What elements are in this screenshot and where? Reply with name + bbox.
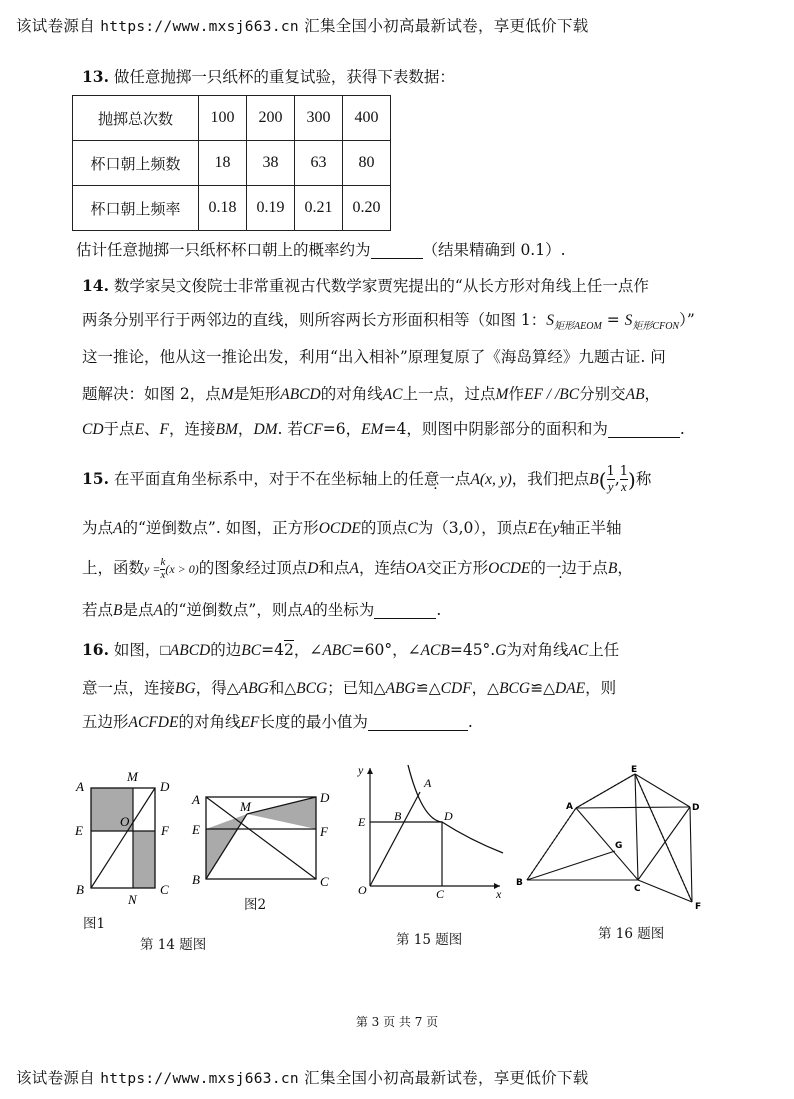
svg-text:B: B xyxy=(394,809,402,823)
source-link[interactable]: https://www.mxsj663.cn xyxy=(100,19,299,35)
figure-14-2 xyxy=(188,786,338,896)
svg-text:F: F xyxy=(695,902,702,912)
svg-text:F: F xyxy=(320,824,328,839)
svg-text:A: A xyxy=(192,792,200,807)
q15-line-2: 为点A的“逆倒数点”. 如图，正方形OCDE的顶点C为（3,0），顶点E在y轴正半轴 xyxy=(82,519,622,537)
svg-text:B: B xyxy=(76,882,84,897)
svg-text:D: D xyxy=(692,803,700,813)
svg-text:D: D xyxy=(160,779,170,794)
svg-text:E: E xyxy=(358,815,366,829)
q14-line-3: 这一推论，他从这一推论出发，利用“出入相补”原理复原了《海岛算经》九题古证. 问 xyxy=(82,348,666,366)
figure-16 xyxy=(514,764,714,914)
svg-text:F: F xyxy=(161,823,169,838)
q16-line-2: 意一点，连接BG，得△ABG和△BCG；已知△ABG≌△CDF，△BCG≌△DAE，则 xyxy=(82,679,617,697)
answer-blank[interactable] xyxy=(371,244,423,259)
page-number: 第 3 页 共 7 页 xyxy=(355,1015,439,1029)
q14-line-1: 14. 数学家吴文俊院士非常重视古代数学家贾宪提出的“从长方形对角线上任一点作 xyxy=(82,276,649,295)
svg-text:C: C xyxy=(436,887,445,900)
svg-text:G: G xyxy=(615,841,623,851)
q14-line-2: 两条分别平行于两邻边的直线，则所容两长方形面积相等（如图 1：$S_{矩形AEOM} = S_{矩形CFON}$）” xyxy=(82,311,695,333)
svg-text:M: M xyxy=(127,769,138,784)
table-row: 杯口朝上频数 18 38 63 80 xyxy=(73,141,391,186)
q16-line-1: 16. 如图，□ABCD的边BC=42，∠ABC=60°，∠ACB=45°.G为对角线AC上任 xyxy=(82,640,620,659)
svg-text:E: E xyxy=(192,822,200,837)
answer-blank[interactable] xyxy=(374,604,436,619)
svg-text:E: E xyxy=(75,823,83,838)
svg-text:B: B xyxy=(516,878,523,888)
svg-text:B: B xyxy=(192,872,200,887)
svg-text:C: C xyxy=(320,874,329,889)
svg-text:E: E xyxy=(631,765,638,775)
svg-text:y: y xyxy=(358,763,364,777)
q14-line-5: CD于点E、F，连接BM，DM. 若CF=6，EM=4，则图中阴影部分的面积和为 . xyxy=(82,420,685,438)
svg-text:O: O xyxy=(358,883,367,897)
fig2-label: 图2 xyxy=(244,897,267,913)
q14-line-4: 题解决：如图 2，点M是矩形ABCD的对角线AC上一点，过点M作EF / /BC分别交AB， xyxy=(82,385,661,403)
q15-line-3: 上，函数y = $\frac{k}{x}$ (x > 0)的图象经过顶点D和点A，连结OA交正方形OCDE的一边于点B， xyxy=(82,556,633,581)
frequency-table xyxy=(72,95,391,231)
table-row: 杯口朝上频率 0.18 0.19 0.21 0.20 xyxy=(73,186,391,231)
figure-15 xyxy=(350,760,510,900)
caption-14: 第 14 题图 xyxy=(140,937,207,953)
shaded-tri-mdf xyxy=(247,797,316,829)
svg-text:O: O xyxy=(120,814,130,829)
figure-14-1 xyxy=(70,768,180,918)
q15-line-4: 若点B是点A的“逆倒数点”，则点A的坐标为 . xyxy=(82,601,442,619)
svg-text:A: A xyxy=(424,776,432,790)
q16-line-3: 五边形ACFDE的对角线EF长度的最小值为 . xyxy=(82,713,473,731)
caption-15: 第 15 题图 xyxy=(396,932,463,948)
q13-ask: 估计任意抛掷一只纸杯杯口朝上的概率约为 （结果精确到 0.1）. xyxy=(76,241,566,259)
q13-stem: 13. 做任意抛掷一只纸杯的重复试验，获得下表数据： xyxy=(82,67,455,86)
svg-text:C: C xyxy=(634,884,641,894)
answer-blank[interactable] xyxy=(608,423,680,438)
svg-text:M: M xyxy=(240,799,251,814)
svg-text:A: A xyxy=(76,779,84,794)
svg-text:A: A xyxy=(566,802,573,812)
svg-text:D: D xyxy=(444,809,453,823)
q15-line-1: 15. 在平面直角坐标系中，对于不在坐标轴上的任意一点A(x, y)，我们把点B( $\frac{1}{y}$ , $\frac{1}{x}$ )称 xyxy=(82,464,652,495)
table-row: 抛掷总次数 100 200 300 400 xyxy=(73,96,391,141)
svg-text:x: x xyxy=(496,887,502,900)
shaded-rect-cfon xyxy=(133,831,155,888)
svg-text:D: D xyxy=(320,790,330,805)
caption-16: 第 16 题图 xyxy=(598,926,665,942)
svg-text:N: N xyxy=(128,892,137,907)
source-link[interactable]: https://www.mxsj663.cn xyxy=(100,1071,299,1087)
fig1-label: 图1 xyxy=(83,916,106,932)
svg-text:C: C xyxy=(160,882,169,897)
answer-blank[interactable] xyxy=(368,716,468,731)
page-footer: 该试卷源自 https://www.mxsj663.cn 汇集全国小初高最新试卷，享更低价下载 xyxy=(16,1069,589,1087)
page-header: 该试卷源自 https://www.mxsj663.cn 汇集全国小初高最新试卷，享更低价下载 xyxy=(16,17,589,35)
hyperbola-curve xyxy=(408,765,503,853)
